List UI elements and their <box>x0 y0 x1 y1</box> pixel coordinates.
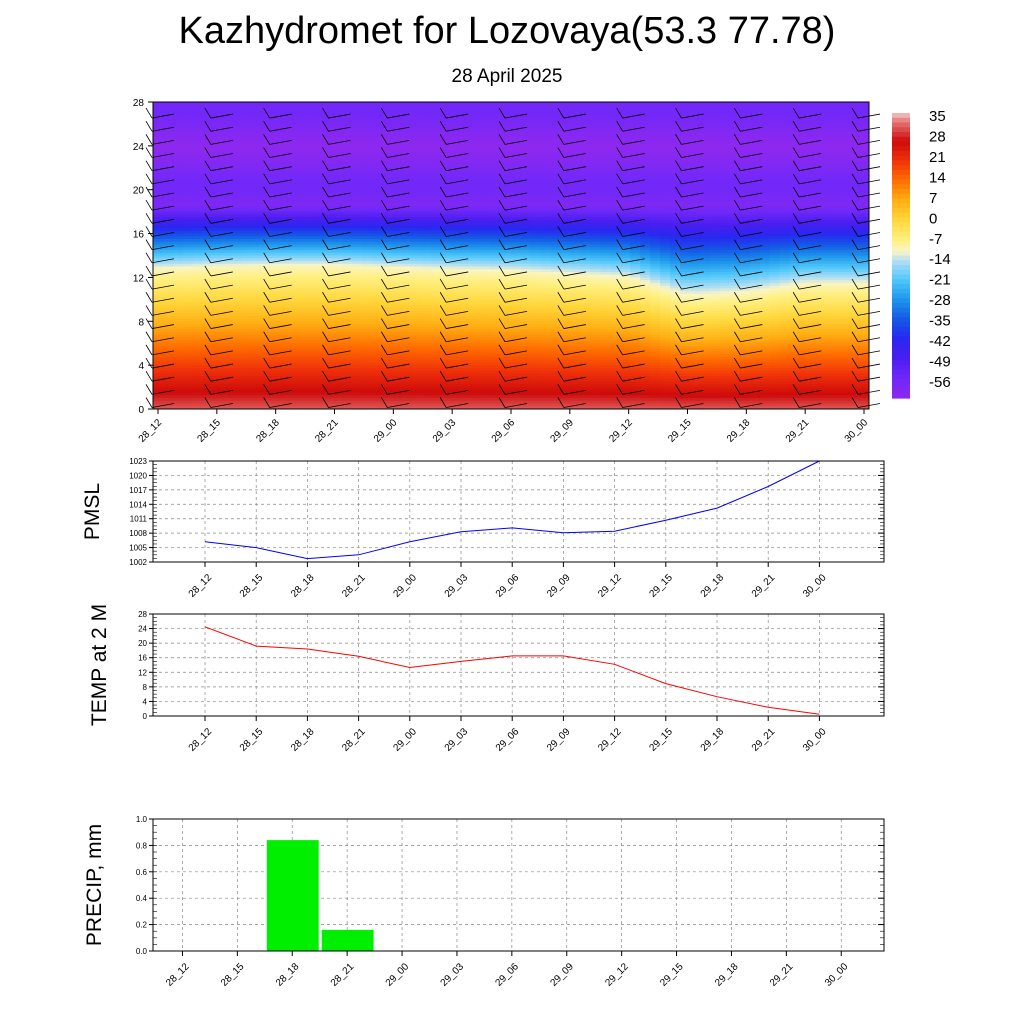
colorbar-cell <box>892 246 910 251</box>
colorbar-cell <box>892 199 910 204</box>
colorbar-cell <box>892 341 910 346</box>
cs-x-tick-label: 28_21 <box>313 417 341 445</box>
cs-y-tick-label: 4 <box>138 361 144 373</box>
colorbar-cell <box>892 298 910 303</box>
colorbar-cell <box>892 237 910 242</box>
colorbar-cell <box>892 232 910 237</box>
pmsl-y-tick-label: 1005 <box>129 543 147 553</box>
colorbar-cell <box>892 313 910 318</box>
colorbar-cell <box>892 194 910 199</box>
colorbar-label: -14 <box>929 251 951 269</box>
colorbar-cell <box>892 180 910 185</box>
cs-x-tick-label: 29_18 <box>725 417 753 445</box>
precip-x-tick-label: 28_18 <box>273 961 302 989</box>
colorbar-cell <box>892 270 910 275</box>
colorbar-label: 28 <box>929 128 946 146</box>
temp-2m-y-tick-label: 0 <box>142 712 147 721</box>
precip-x-tick-label: 30_00 <box>822 961 851 989</box>
colorbar-cell <box>892 351 910 356</box>
cs-x-tick-label: 28_15 <box>195 417 223 445</box>
pmsl-y-tick-label: 1002 <box>129 558 147 567</box>
colorbar-cell <box>892 322 910 327</box>
pmsl-x-tick-label: 29_21 <box>749 572 778 600</box>
pmsl-x-tick-label: 29_15 <box>647 572 675 600</box>
colorbar-cell <box>892 175 910 180</box>
precip-y-tick-label: 0.6 <box>135 867 147 877</box>
colorbar-label: -28 <box>929 292 951 310</box>
colorbar-cell <box>892 127 910 132</box>
colorbar-cell <box>892 303 910 308</box>
colorbar-cell <box>892 203 910 208</box>
colorbar-label: -49 <box>929 353 951 371</box>
temp-2m-y-axis-label: TEMP at 2 M <box>88 603 111 727</box>
colorbar-cell <box>892 213 910 218</box>
colorbar-label: -7 <box>929 230 943 248</box>
colorbar-label: -56 <box>929 374 951 391</box>
pmsl-x-tick-label: 29_09 <box>545 572 573 600</box>
cs-x-tick-label: 29_12 <box>607 417 635 445</box>
colorbar-cell <box>892 222 910 227</box>
colorbar-cell <box>892 132 910 137</box>
cs-y-tick-label: 0 <box>138 405 144 416</box>
cs-x-tick-label: 29_15 <box>666 417 694 445</box>
colorbar-cell <box>892 284 910 289</box>
colorbar-cell <box>892 384 910 389</box>
colorbar-label: 0 <box>929 210 938 228</box>
colorbar-label: 21 <box>929 148 946 166</box>
temp-2m-x-tick-label: 30_00 <box>801 726 829 754</box>
temperature-field <box>153 102 870 410</box>
precip-bar <box>267 840 319 951</box>
pmsl-x-tick-label: 28_18 <box>289 572 317 600</box>
chart-subtitle: 28 April 2025 <box>451 66 563 87</box>
precip-x-tick-label: 28_21 <box>328 961 357 989</box>
precip-y-tick-label: 1.0 <box>135 815 147 824</box>
cs-y-tick-label: 8 <box>138 317 144 329</box>
precip-x-tick-label: 29_06 <box>493 961 521 989</box>
pmsl-y-axis-label: PMSL <box>81 482 104 541</box>
colorbar-cell <box>892 113 910 118</box>
colorbar-cell <box>892 370 910 375</box>
colorbar-cell <box>892 365 910 370</box>
colorbar-cell <box>892 151 910 156</box>
colorbar-label: -21 <box>929 271 951 289</box>
colorbar-label: -35 <box>929 312 951 330</box>
temp-2m-x-tick-label: 29_09 <box>545 726 573 754</box>
pmsl-y-tick-label: 1011 <box>129 514 147 524</box>
pmsl-x-tick-label: 30_00 <box>801 572 829 600</box>
pmsl-x-tick-label: 29_06 <box>493 572 522 600</box>
cs-y-tick-label: 12 <box>132 273 144 285</box>
cs-x-tick-label: 29_00 <box>372 417 400 445</box>
colorbar-cell <box>892 336 910 341</box>
temp-2m-y-tick-label: 16 <box>138 653 147 663</box>
colorbar-cell <box>892 256 910 261</box>
colorbar-cell <box>892 265 910 270</box>
cs-x-tick-label: 29_09 <box>548 417 576 445</box>
colorbar-cell <box>892 189 910 194</box>
cs-y-tick-label: 24 <box>132 141 144 153</box>
precip-y-tick-label: 0.2 <box>135 920 147 930</box>
colorbar-cell <box>892 275 910 280</box>
colorbar-cell <box>892 241 910 246</box>
colorbar-cell <box>892 389 910 394</box>
pmsl-x-tick-label: 29_00 <box>391 572 419 600</box>
pmsl-x-tick-label: 29_18 <box>698 572 727 600</box>
colorbar-cell <box>892 218 910 223</box>
temp-2m-x-tick-label: 29_06 <box>493 726 522 754</box>
temp-2m-x-tick-label: 28_21 <box>340 726 368 754</box>
colorbar-cell <box>892 123 910 128</box>
colorbar-cell <box>892 294 910 299</box>
temp-2m-frame <box>153 614 884 716</box>
colorbar-cell <box>892 137 910 142</box>
cs-x-tick-label: 29_21 <box>783 417 812 445</box>
colorbar-cell <box>892 260 910 265</box>
colorbar-cell <box>892 279 910 284</box>
temp-2m-x-tick-label: 29_18 <box>698 726 727 754</box>
colorbar-cell <box>892 374 910 379</box>
colorbar-cell <box>892 317 910 322</box>
colorbar-cell <box>892 156 910 161</box>
precip-x-tick-label: 29_21 <box>768 961 796 989</box>
colorbar-cell <box>892 118 910 123</box>
precip-x-tick-label: 29_00 <box>383 961 412 989</box>
colorbar-cell <box>892 379 910 384</box>
pmsl-x-tick-label: 28_15 <box>237 572 266 600</box>
cs-x-tick-label: 28_12 <box>136 417 165 445</box>
temp-2m-x-tick-label: 28_12 <box>186 726 215 754</box>
colorbar-label: 7 <box>929 189 938 207</box>
cs-x-tick-label: 29_06 <box>489 417 518 445</box>
precip-bar <box>322 930 374 951</box>
temp-2m-x-tick-label: 29_15 <box>647 726 675 754</box>
precip-y-tick-label: 0.4 <box>135 894 147 904</box>
pmsl-y-tick-label: 1017 <box>129 485 147 495</box>
chart-title: Kazhydromet for Lozovaya(53.3 77.78) <box>178 10 836 52</box>
colorbar-cell <box>892 393 910 398</box>
temp-2m-x-tick-label: 29_03 <box>442 726 471 754</box>
temp-2m-y-tick-label: 4 <box>142 697 147 707</box>
temp-2m-x-tick-label: 29_12 <box>596 726 624 754</box>
colorbar-cell <box>892 327 910 332</box>
pmsl-x-tick-label: 29_03 <box>442 572 471 600</box>
colorbar-cell <box>892 251 910 256</box>
colorbar-cell <box>892 184 910 189</box>
pmsl-y-tick-label: 1023 <box>129 457 147 466</box>
colorbar-cell <box>892 142 910 147</box>
cs-x-tick-label: 28_18 <box>254 417 282 445</box>
temp-2m-y-tick-label: 24 <box>138 624 147 634</box>
cs-x-tick-label: 30_00 <box>842 417 871 445</box>
colorbar-cell <box>892 165 910 170</box>
colorbar-cell <box>892 332 910 337</box>
colorbar-cell <box>892 146 910 151</box>
temp-2m-y-tick-label: 28 <box>138 610 147 619</box>
precip-x-tick-label: 29_15 <box>658 961 686 989</box>
temp-2m-y-tick-label: 12 <box>138 668 147 678</box>
temp-2m-x-tick-label: 28_15 <box>237 726 266 754</box>
precip-x-tick-label: 29_18 <box>713 961 741 989</box>
precip-x-tick-label: 28_15 <box>219 961 247 989</box>
colorbar-cell <box>892 355 910 360</box>
colorbar-cell <box>892 308 910 313</box>
pmsl-x-tick-label: 29_12 <box>596 572 624 600</box>
temp-2m-x-tick-label: 29_21 <box>749 726 778 754</box>
precip-y-tick-label: 0.0 <box>135 947 147 956</box>
colorbar-label: 14 <box>929 169 946 187</box>
pmsl-y-tick-label: 1014 <box>129 500 147 510</box>
precip-y-tick-label: 0.8 <box>135 841 147 851</box>
colorbar-cell <box>892 208 910 213</box>
precip-x-tick-label: 28_12 <box>164 961 192 989</box>
colorbar-cell <box>892 289 910 294</box>
temp-2m-y-tick-label: 20 <box>138 639 147 649</box>
pmsl-frame <box>153 461 884 562</box>
pmsl-x-tick-label: 28_21 <box>340 572 368 600</box>
precip-y-axis-label: PRECIP, mm <box>83 823 106 947</box>
pmsl-y-tick-label: 1020 <box>129 471 147 481</box>
colorbar-cell <box>892 346 910 351</box>
cs-y-tick-label: 16 <box>132 229 144 241</box>
precip-frame <box>153 819 884 951</box>
colorbar-label: 35 <box>929 108 946 125</box>
temp-2m-x-tick-label: 28_18 <box>289 726 317 754</box>
cs-y-tick-label: 20 <box>132 185 144 197</box>
colorbar-cell <box>892 360 910 365</box>
pmsl-y-tick-label: 1008 <box>129 529 147 539</box>
precip-x-tick-label: 29_09 <box>548 961 576 989</box>
colorbar-label: -42 <box>929 333 951 351</box>
pmsl-x-tick-label: 28_12 <box>186 572 215 600</box>
cs-y-tick-label: 28 <box>132 98 144 109</box>
precip-x-tick-label: 29_12 <box>603 961 631 989</box>
colorbar-cell <box>892 161 910 166</box>
precip-x-tick-label: 29_03 <box>438 961 467 989</box>
temp-2m-y-tick-label: 8 <box>142 682 147 692</box>
temp-2m-x-tick-label: 29_00 <box>391 726 419 754</box>
colorbar-cell <box>892 170 910 175</box>
colorbar-cell <box>892 227 910 232</box>
cs-x-tick-label: 29_03 <box>430 417 459 445</box>
